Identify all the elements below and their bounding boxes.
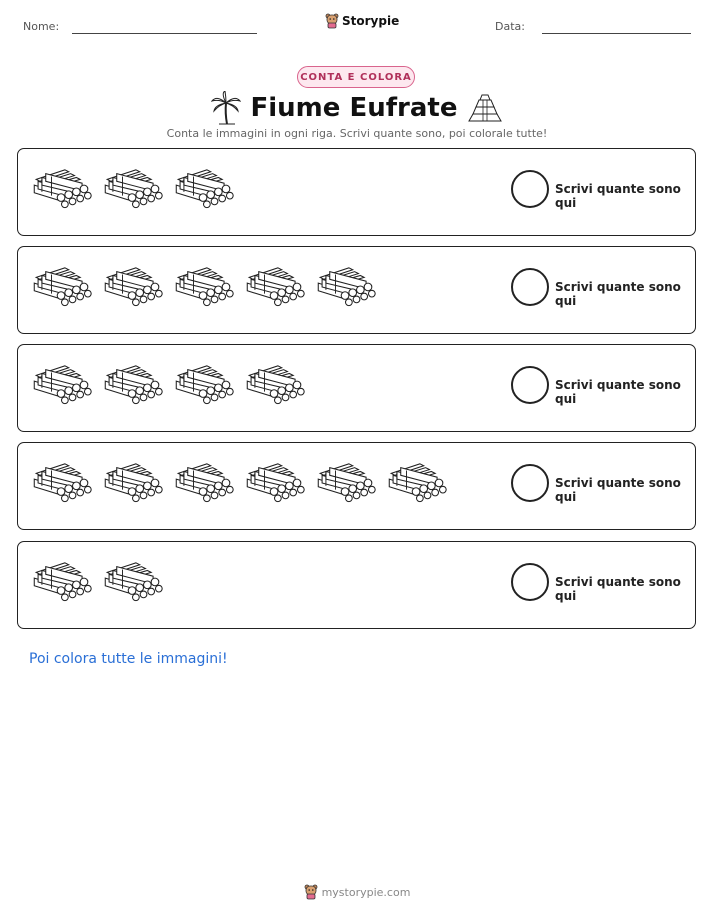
- answer-label: Scrivi quante sono qui: [555, 280, 681, 308]
- ziggurat-icon: [467, 93, 503, 123]
- instructions: Conta le immagini in ogni riga. Scrivi quante sono, poi colorale tutte!: [166, 127, 548, 140]
- bear-mascot-icon: [304, 884, 318, 900]
- wood-log-bundle-icon: [30, 559, 94, 603]
- item-group: [30, 264, 378, 308]
- wood-log-bundle-icon: [314, 460, 378, 504]
- wood-log-bundle-icon: [101, 559, 165, 603]
- wood-log-bundle-icon: [243, 460, 307, 504]
- footer-site: mystorypie.com: [321, 885, 411, 899]
- counting-row: [17, 148, 696, 236]
- name-write-line[interactable]: [72, 33, 257, 34]
- item-group: [30, 559, 165, 603]
- wood-log-bundle-icon: [172, 264, 236, 308]
- counting-row: [17, 442, 696, 530]
- wood-log-bundle-icon: [314, 264, 378, 308]
- name-label: Nome:: [23, 20, 60, 33]
- title-row: [0, 90, 714, 126]
- wood-log-bundle-icon: [101, 264, 165, 308]
- wood-log-bundle-icon: [385, 460, 449, 504]
- worksheet-title: Fiume Eufrate: [250, 93, 458, 123]
- wood-log-bundle-icon: [30, 460, 94, 504]
- brand-logo: [325, 13, 399, 29]
- wood-log-bundle-icon: [172, 166, 236, 210]
- answer-label: Scrivi quante sono qui: [555, 182, 681, 210]
- bear-mascot-icon: [325, 13, 339, 29]
- answer-label: Scrivi quante sono qui: [555, 378, 681, 406]
- answer-circle[interactable]: [511, 464, 549, 502]
- palm-tree-icon: [211, 91, 241, 125]
- brand-name: Storypie: [342, 14, 400, 28]
- date-write-line[interactable]: [542, 33, 691, 34]
- item-group: [30, 166, 236, 210]
- counting-row: [17, 541, 696, 629]
- wood-log-bundle-icon: [30, 362, 94, 406]
- wood-log-bundle-icon: [172, 362, 236, 406]
- footer: [0, 884, 714, 900]
- wood-log-bundle-icon: [30, 264, 94, 308]
- wood-log-bundle-icon: [243, 264, 307, 308]
- coloring-instruction: Poi colora tutte le immagini!: [29, 651, 228, 667]
- answer-circle[interactable]: [511, 268, 549, 306]
- answer-circle[interactable]: [511, 366, 549, 404]
- counting-row: [17, 344, 696, 432]
- activity-badge: CONTA E COLORA: [297, 66, 415, 88]
- worksheet-header: [0, 0, 714, 50]
- answer-label: Scrivi quante sono qui: [555, 476, 681, 504]
- answer-circle[interactable]: [511, 170, 549, 208]
- wood-log-bundle-icon: [101, 460, 165, 504]
- wood-log-bundle-icon: [243, 362, 307, 406]
- counting-row: [17, 246, 696, 334]
- date-label: Data:: [495, 20, 525, 33]
- wood-log-bundle-icon: [101, 362, 165, 406]
- wood-log-bundle-icon: [101, 166, 165, 210]
- item-group: [30, 362, 307, 406]
- answer-label: Scrivi quante sono qui: [555, 575, 681, 603]
- wood-log-bundle-icon: [172, 460, 236, 504]
- answer-circle[interactable]: [511, 563, 549, 601]
- item-group: [30, 460, 449, 504]
- wood-log-bundle-icon: [30, 166, 94, 210]
